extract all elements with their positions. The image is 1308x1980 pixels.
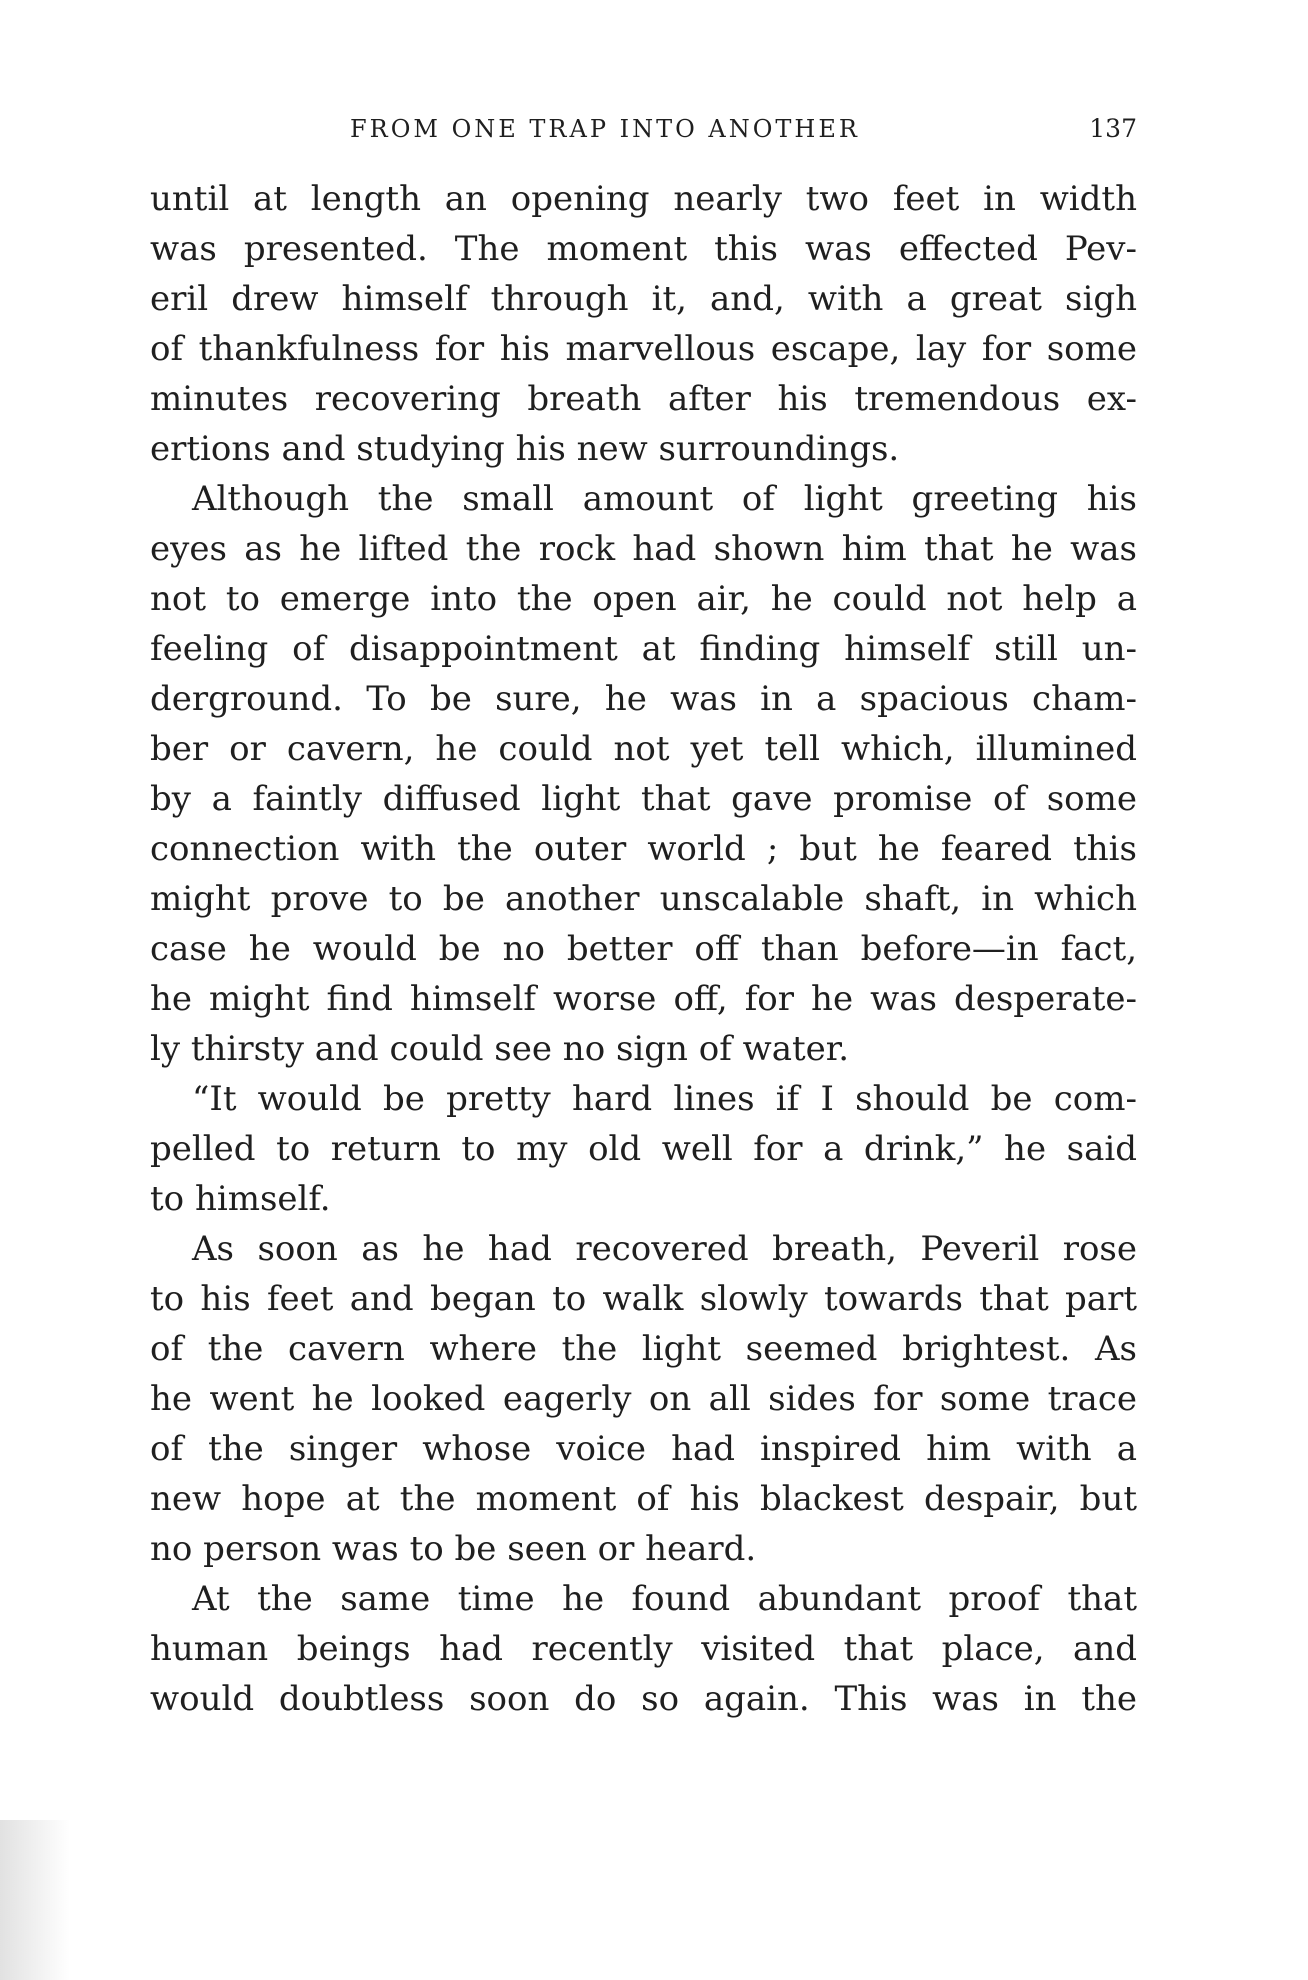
text-line: As soon as he had recovered breath, Peveril rose — [192, 1229, 1137, 1269]
text-line: he might find himself worse off, for he was desperate- — [150, 979, 1137, 1019]
text-line: ly thirsty and could see no sign of water. — [150, 1029, 850, 1069]
text-line: not to emerge into the open air, he could not help a — [150, 579, 1137, 619]
text-body — [150, 174, 1137, 1724]
text-line: would doubtless soon do so again. This was in the — [150, 1679, 1137, 1719]
text-line: Although the small amount of light greeting his — [192, 479, 1137, 519]
text-line: until at length an opening nearly two feet in width — [150, 179, 1137, 219]
text-line: human beings had recently visited that place, and — [150, 1629, 1137, 1669]
text-line: eyes as he lifted the rock had shown him that he was — [150, 529, 1137, 569]
text-line: ber or cavern, he could not yet tell which, illumined — [150, 729, 1137, 769]
page-edge-shadow — [0, 1820, 70, 1980]
text-line: of the cavern where the light seemed brightest. As — [150, 1329, 1137, 1369]
page-header — [150, 108, 1137, 150]
text-line: might prove to be another unscalable shaft, in which — [150, 879, 1137, 919]
text-line: new hope at the moment of his blackest despair, but — [150, 1479, 1137, 1519]
text-line: to his feet and began to walk slowly towards that part — [150, 1279, 1137, 1319]
page-number: 137 — [1089, 114, 1137, 143]
text-line: he went he looked eagerly on all sides for some trace — [150, 1379, 1137, 1419]
text-line: eril drew himself through it, and, with a great sigh — [150, 279, 1137, 319]
text-line: At the same time he found abundant proof that — [192, 1579, 1137, 1619]
text-line: of the singer whose voice had inspired him with a — [150, 1429, 1137, 1469]
text-line: case he would be no better off than before—in fact, — [150, 929, 1137, 969]
text-line: of thankfulness for his marvellous escape, lay for some — [150, 329, 1137, 369]
running-title: FROM ONE TRAP INTO ANOTHER — [350, 115, 860, 143]
text-line: minutes recovering breath after his tremendous ex- — [150, 379, 1137, 419]
text-line: connection with the outer world ; but he feared this — [150, 829, 1137, 869]
text-line: by a faintly diffused light that gave promise of some — [150, 779, 1137, 819]
text-line: pelled to return to my old well for a drink,” he said — [150, 1129, 1137, 1169]
text-line: ertions and studying his new surroundings. — [150, 429, 900, 469]
text-line: “It would be pretty hard lines if I should be com- — [192, 1079, 1137, 1119]
text-line: feeling of disappointment at finding himself still un- — [150, 629, 1137, 669]
text-line: no person was to be seen or heard. — [150, 1529, 757, 1569]
text-line: derground. To be sure, he was in a spacious cham- — [150, 679, 1137, 719]
text-line: was presented. The moment this was effected Pev- — [150, 229, 1137, 269]
text-line: to himself. — [150, 1179, 331, 1219]
